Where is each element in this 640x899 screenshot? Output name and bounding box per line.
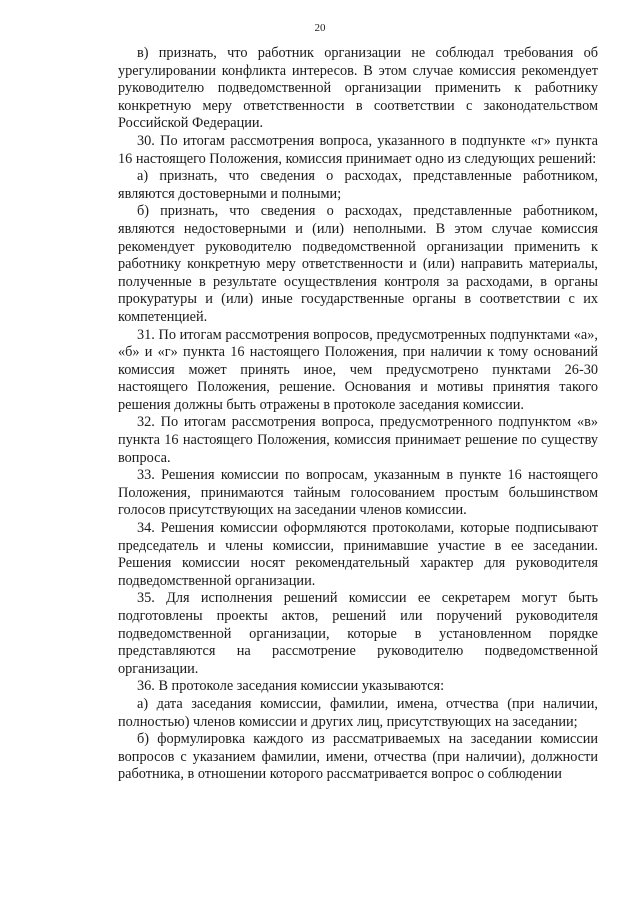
paragraph-31: 31. По итогам рассмотрения вопросов, предусмотренных подпунктами «а», «б» и «г» пункта 16 настоящего Положения, при наличии к тому оснований комиссия может принять иное, чем предусмотрено пунктами 26-30 настоящего Положения, решение. Основания и мотивы принятия такого решения должны быть отражены в протоколе заседания комиссии. <box>118 326 598 413</box>
paragraph-33: 33. Решения комиссии по вопросам, указанным в пункте 16 настоящего Положения, принимаются тайным голосованием простым большинством голосов присутствующих на заседании членов комиссии. <box>118 467 598 519</box>
paragraph-32: 32. По итогам рассмотрения вопроса, предусмотренного подпунктом «в» пункта 16 настоящего Положения, комиссия принимает решение по существу вопроса. <box>118 414 598 466</box>
paragraph-36: 36. В протоколе заседания комиссии указываются: <box>137 678 445 695</box>
paragraph-34: 34. Решения комиссии оформляются протоколами, которые подписывают председатель и члены комиссии, принимавшие участие в ее заседании. Решения комиссии носят рекомендательный характер для руководителя подведомственной организации. <box>118 520 598 589</box>
paragraph-36-item-b: б) формулировка каждого из рассматриваемых на заседании комиссии вопросов с указанием фамилии, имени, отчества (при наличии), должности работника, в отношении которого рассматривается вопрос о соблюдении <box>118 731 598 783</box>
paragraph-30: 30. По итогам рассмотрения вопроса, указанного в подпункте «г» пункта 16 настоящего Положения, комиссия принимает одно из следующих решений: <box>118 132 598 167</box>
paragraph-item-v-conflict-interest: в) признать, что работник организации не соблюдал требования об урегулировании конфликта интересов. В этом случае комиссия рекомендует руководителю подведомственной организации применить к работнику конкретную меру ответственности в соответствии с законодательством Российской Федерации. <box>118 45 598 132</box>
document-body <box>118 45 598 784</box>
paragraph-30-item-a: а) признать, что сведения о расходах, представленные работником, являются достоверными и полными; <box>118 168 598 202</box>
paragraph-36-item-a: а) дата заседания комиссии, фамилии, имена, отчества (при наличии, полностью) членов комиссии и других лиц, присутствующих на заседании; <box>118 695 598 730</box>
paragraph-30-item-b: б) признать, что сведения о расходах, представленные работником, являются недостоверными и (или) неполными. В этом случае комиссия рекомендует руководителю подведомственной организации применить к работнику конкретную меру ответственности и (или) направить материалы, полученные в результате осуществления контроля за расходами, в органы прокуратуры и (или) иные государственные органы в соответствии с их компетенцией. <box>118 203 598 325</box>
page-number: 20 <box>314 22 326 34</box>
paragraph-35: 35. Для исполнения решений комиссии ее секретарем могут быть подготовлены проекты актов, решений или поручений руководителя подведомственной организации, которые в установленном порядке представляются на рассмотрение руководителю подведомственной организации. <box>118 590 598 677</box>
